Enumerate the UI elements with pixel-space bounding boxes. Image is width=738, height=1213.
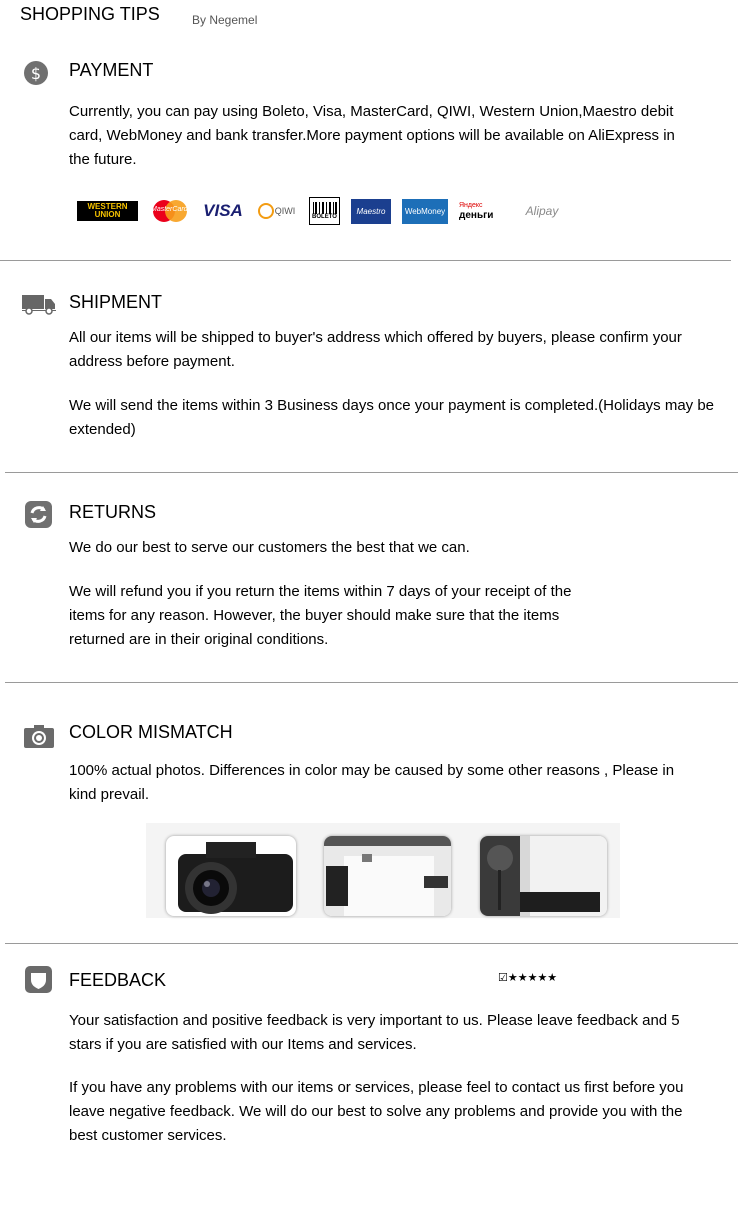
payment-title: PAYMENT (69, 60, 154, 80)
shield-icon (25, 966, 52, 993)
yandex-text-1: Яндекс (459, 202, 483, 209)
feedback-title: FEEDBACK (69, 970, 167, 990)
returns-text-2: We will refund you if you return the items within 7 days of your receipt of the items for any reason. However, the buyer should make sure that the items returned are in their original conditions. (69, 583, 572, 648)
western-union-text-2: UNION (94, 210, 121, 219)
western-union-logo (77, 201, 138, 221)
divider (5, 943, 738, 944)
western-union-text-1: WESTERN (87, 202, 128, 211)
yandex-text-2: деньги (459, 210, 494, 221)
camera-icon (24, 724, 54, 748)
refresh-icon (25, 501, 52, 528)
byline: By Negemel (192, 13, 258, 27)
divider (5, 472, 738, 473)
dollar-icon (24, 61, 48, 85)
payment-text: Currently, you can pay using Boleto, Visa, MasterCard, QIWI, Western Union,Maestro debit card, WebMoney and bank transfer.More payment options will be available on AliExpress in the future. (69, 103, 675, 168)
page-title: SHOPPING TIPS (20, 4, 160, 24)
barcode-icon (312, 202, 338, 214)
boleto-text: BOLETO (312, 214, 337, 220)
visa-logo: VISA (203, 201, 243, 220)
studio-photo-2 (480, 836, 607, 916)
studio-image-2 (480, 836, 607, 916)
returns-title: RETURNS (69, 502, 157, 522)
divider (0, 260, 731, 261)
qiwi-logo (252, 198, 300, 224)
mastercard-logo (149, 198, 191, 224)
color-mismatch-text: 100% actual photos. Differences in color may be caused by some other reasons , Please in kind prevail. (69, 762, 675, 803)
shipment-text-1: All our items will be shipped to buyer's address which offered by buyers, please confirm your address before payment. (69, 329, 682, 370)
five-stars-rating: ☑★★★★★ (498, 971, 558, 984)
returns-text-1: We do our best to serve our customers the best that we can. (69, 539, 470, 556)
maestro-logo: Maestro (351, 199, 391, 224)
yandex-money-logo (459, 198, 509, 224)
studio-image-1 (324, 836, 451, 916)
alipay-logo: Alipay (525, 204, 559, 218)
qiwi-q-icon (257, 202, 275, 220)
qiwi-text: QIWI (274, 206, 296, 216)
studio-photos-strip (146, 823, 620, 918)
truck-icon (22, 295, 56, 315)
mastercard-text: MasterCard (151, 206, 188, 213)
divider (5, 682, 738, 683)
shipment-text-2: We will send the items within 3 Business days once your payment is completed.(Holidays may be extended) (69, 397, 715, 438)
feedback-text-1: Your satisfaction and positive feedback is very important to us. Please leave feedback and 5 stars if you are satisfied with our Items and services. (69, 1012, 680, 1053)
webmoney-logo: WebMoney (402, 199, 448, 224)
shipment-title: SHIPMENT (69, 292, 163, 312)
color-mismatch-title: COLOR MISMATCH (69, 722, 233, 742)
svg-text:$: $ (30, 64, 42, 83)
dslr-camera-image (166, 836, 296, 916)
studio-photo-1 (324, 836, 451, 916)
boleto-logo (309, 197, 340, 225)
feedback-text-2: If you have any problems with our items or services, please feel to contact us first before you leave negative feedback. We will do our best to solve any problems and provide you with the best customer services. (69, 1079, 684, 1144)
camera-photo (166, 836, 296, 916)
